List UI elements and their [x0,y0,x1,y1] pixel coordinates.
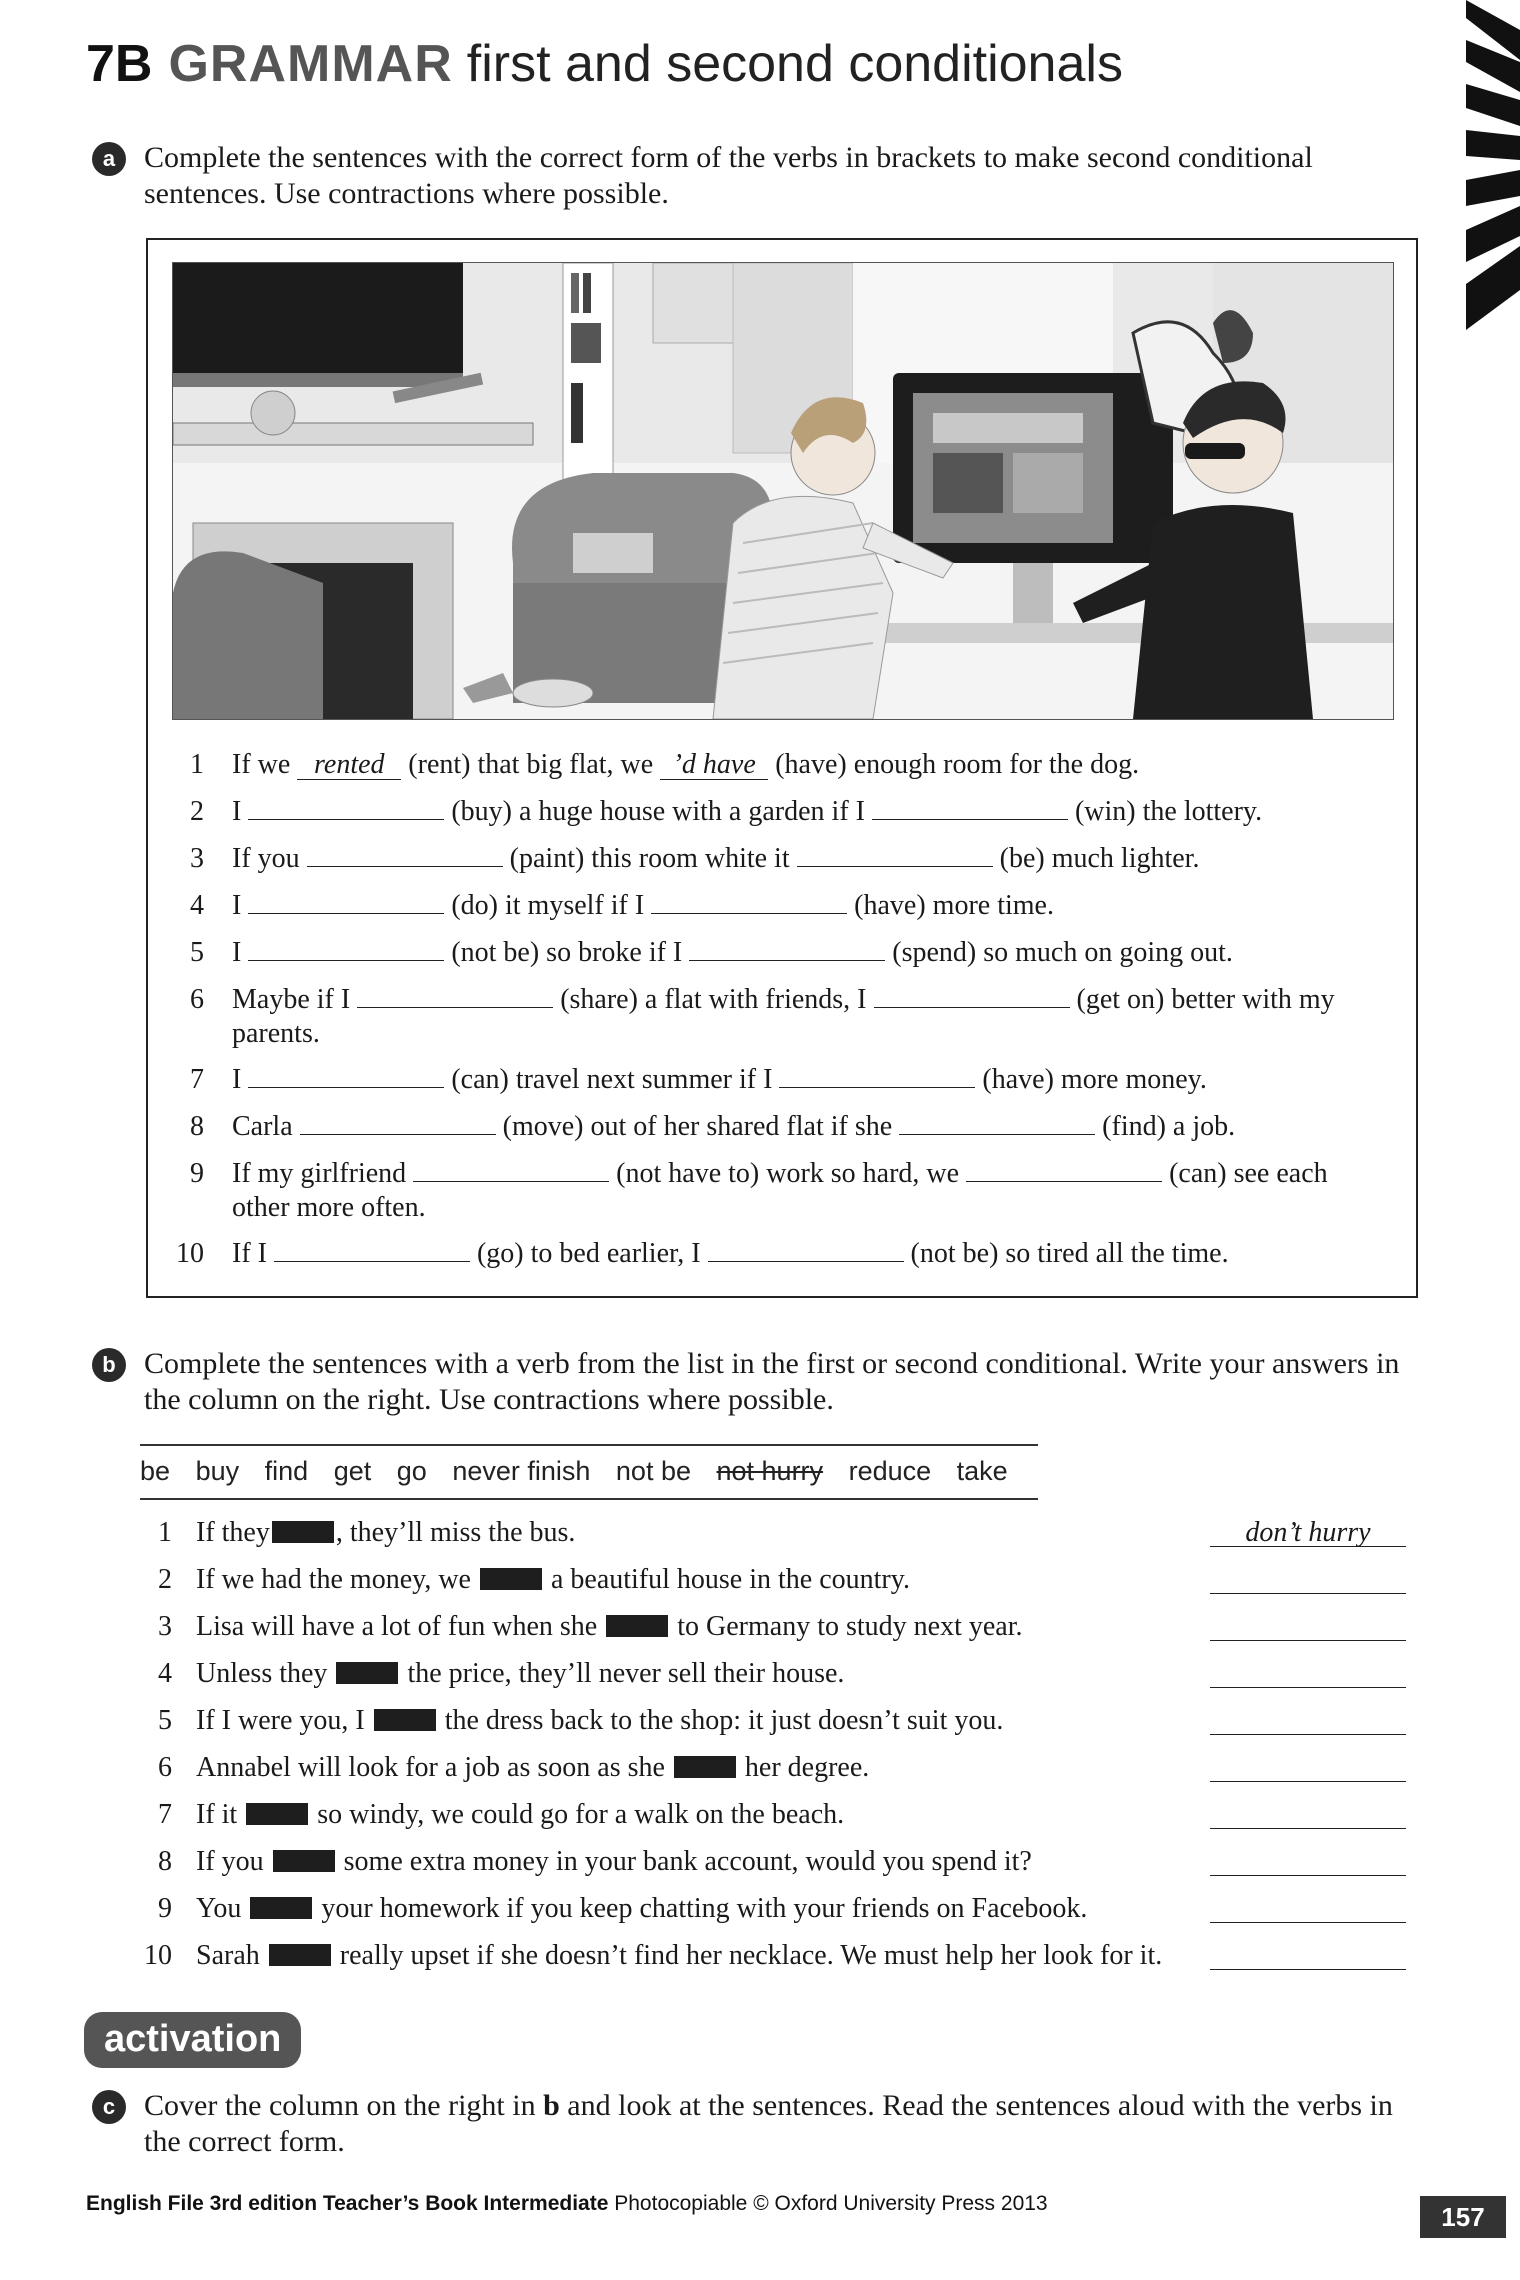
redacted-verb [273,1850,335,1872]
redacted-verb [374,1709,436,1731]
word-item: reduce [848,1456,932,1486]
answer-field[interactable] [1210,1563,1406,1594]
word-item: be [140,1456,171,1486]
answer-blank[interactable] [874,983,1070,1008]
answer-blank[interactable] [797,842,993,867]
book-title: English File 3rd edition Teacher’s Book Intermediate [86,2192,609,2215]
answer-blank[interactable] [274,1237,470,1262]
badge-a-icon: a [92,142,126,176]
redacted-verb [674,1756,736,1778]
answer-field[interactable] [1210,1751,1406,1782]
answer-blank[interactable] [307,842,503,867]
answer-blank[interactable] [300,1110,496,1135]
word-item-used: not hurry [716,1456,824,1486]
answer-field[interactable] [1210,1657,1406,1688]
answer-blank[interactable] [872,795,1068,820]
section-label: GRAMMAR [168,35,453,93]
answer-field[interactable]: don’t hurry [1210,1516,1406,1547]
page-number: 157 [1420,2196,1506,2238]
decorative-stripes [1462,0,1520,340]
activation-instruction: Cover the column on the right in b and look at the sentences. Read the sentences aloud with the verbs in the correct form. [144,2089,1393,2158]
answer-field[interactable] [1210,1892,1406,1923]
answer-blank[interactable] [899,1110,1095,1135]
answer-field[interactable] [1210,1798,1406,1829]
section-a-instruction: Complete the sentences with the correct form of the verbs in brackets to make second conditional sentences. Use contractions where possible. [144,141,1313,210]
answer-blank[interactable] [248,936,444,961]
answer-blank[interactable] [413,1157,609,1182]
answer-blank[interactable] [248,889,444,914]
word-item: get [333,1456,372,1486]
word-list [140,1444,1038,1500]
redacted-verb [480,1568,542,1590]
example-answer-2: ’d have [660,751,768,780]
topic-title: first and second conditionals [466,35,1123,93]
unit-number: 7B [86,35,153,93]
answer-field[interactable] [1210,1939,1406,1970]
answer-blank[interactable] [248,795,444,820]
word-item: take [956,1456,1008,1486]
activation-heading: activation [84,2012,301,2068]
word-item: never finish [452,1456,591,1486]
badge-c-icon: c [92,2090,126,2124]
illustration-couple-at-computer [172,262,1394,720]
answer-field[interactable] [1210,1845,1406,1876]
redacted-verb [272,1521,334,1543]
word-item: find [264,1456,309,1486]
page-title [86,34,1123,94]
exercise-a-box: 1 If we rented (rent) that big flat, we ’d have (have) enough room for the dog. 2 I (buy) a huge house with a garden if I (win) the lottery. 3 If you (paint) this room white it (be) much lighter. 4 I (do) it myself if I (have) more time. 5 I (not be) so broke if I (spend) so much on going out. 6 Maybe if I (share) a flat with friends, I (get on) better with my parents. 7 I (can) travel next summer if I (have) more money. 8 Carla (move) out of her shared flat if she (find) a job. 9 If my girlfriend (not have to) work so hard, we (can) see each other more often. 10 If I (go) to bed earlier, I (not be) so tired all the time. [146,238,1418,1298]
answer-field[interactable] [1210,1704,1406,1735]
answer-blank[interactable] [651,889,847,914]
answer-blank[interactable] [248,1063,444,1088]
answer-blank[interactable] [966,1157,1162,1182]
footer-credit [86,2192,1048,2216]
answer-field[interactable] [1210,1610,1406,1641]
redacted-verb [250,1897,312,1919]
redacted-verb [246,1803,308,1825]
copyright: Photocopiable © Oxford University Press 2013 [614,2192,1048,2215]
word-item: go [396,1456,427,1486]
word-item: not be [615,1456,691,1486]
redacted-verb [606,1615,668,1637]
redacted-verb [336,1662,398,1684]
answer-blank[interactable] [689,936,885,961]
answer-blank[interactable] [357,983,553,1008]
word-item: buy [195,1456,240,1486]
redacted-verb [269,1944,331,1966]
section-b-instruction: Complete the sentences with a verb from the list in the first or second conditional. Write your answers in the column on the right. Use contractions where possible. [144,1347,1400,1416]
example-answer-1: rented [297,751,401,780]
answer-blank[interactable] [708,1237,904,1262]
badge-b-icon: b [92,1348,126,1382]
answer-blank[interactable] [779,1063,975,1088]
